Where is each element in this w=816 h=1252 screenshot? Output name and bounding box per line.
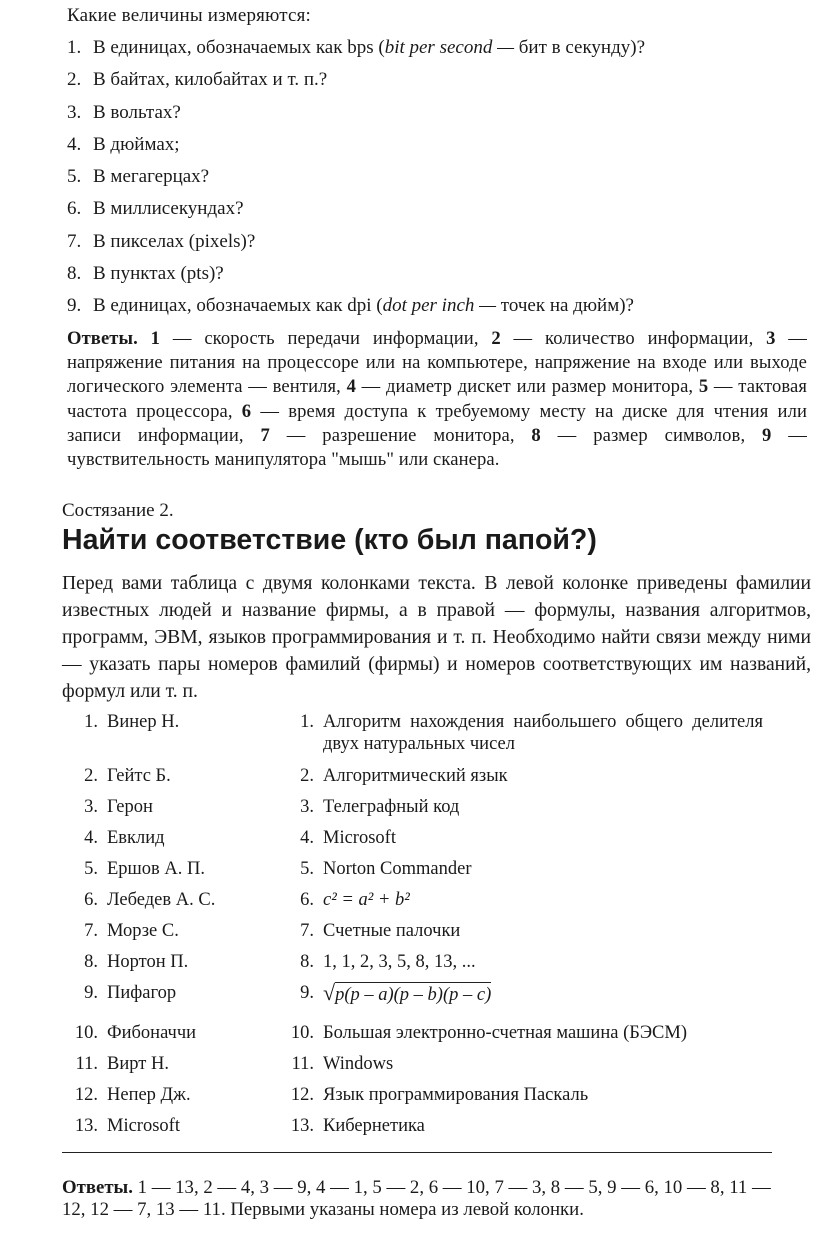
question-item — [67, 165, 811, 197]
question-text: В байтах, килобайтах и т. п.? — [93, 69, 328, 91]
left-number: 8. — [84, 952, 98, 973]
right-number: 8. — [300, 952, 314, 973]
left-name: Винер Н. — [107, 712, 180, 733]
question-text: В вольтах? — [93, 101, 181, 123]
question-item — [67, 133, 811, 165]
answer-key: 9 — [762, 424, 772, 446]
left-name: Microsoft — [107, 1116, 180, 1137]
right-number: 13. — [290, 1116, 314, 1137]
left-cell — [62, 1115, 287, 1146]
question-number: 4. — [67, 133, 82, 155]
right-number: 6. — [300, 890, 314, 911]
question-item — [67, 101, 811, 133]
right-number: 7. — [300, 921, 314, 942]
answer-value: — тактовая частота процессора, — [67, 376, 807, 422]
question-number: 5. — [67, 166, 82, 188]
contest-intro: Перед вами таблица с двумя колонками текста. В левой колонке приведены фамилии известных людей и название фирмы, а в правой — формулы, названия алгоритмов, программ, ЭВМ, языков программирования и т. п. Необходимо найти связи между ними — указать пары номеров фамилий (фирмы) и номеров соответствующих им названий, формул или т. п. — [62, 573, 811, 703]
question-number: 7. — [67, 230, 82, 252]
right-cell — [287, 1084, 772, 1115]
right-number: 9. — [300, 983, 314, 1004]
answers-label: Ответы. — [62, 1177, 133, 1199]
question-tail: бит в секунду)? — [518, 37, 645, 58]
question-text: В мегагерцах? — [93, 166, 210, 188]
question-text: В пунктах (pts)? — [93, 263, 224, 285]
left-number: 4. — [84, 828, 98, 849]
left-number: 9. — [84, 983, 98, 1004]
table-row — [62, 1053, 772, 1084]
left-cell — [62, 1053, 287, 1084]
right-cell — [287, 1115, 772, 1146]
left-cell — [62, 920, 287, 951]
answer-key: 8 — [531, 424, 541, 446]
left-number: 3. — [84, 797, 98, 818]
right-number: 3. — [300, 797, 314, 818]
answer-key: 2 — [491, 327, 501, 349]
left-name: Фибоначчи — [107, 1023, 197, 1044]
table-row — [62, 858, 772, 889]
quiz-answers — [67, 327, 807, 473]
left-cell — [62, 796, 287, 827]
left-name: Герон — [107, 797, 153, 818]
left-cell — [62, 1022, 287, 1053]
answer-value: — скорость передачи информации, — [160, 327, 492, 349]
left-cell — [62, 1084, 287, 1115]
quiz-question-list — [67, 36, 811, 327]
question-number: 8. — [67, 263, 82, 285]
left-cell — [62, 765, 287, 796]
table-row — [62, 1084, 772, 1115]
left-number: 5. — [84, 859, 98, 880]
left-name: Нортон П. — [107, 952, 189, 973]
right-text: Счетные палочки — [323, 921, 461, 942]
right-text: Телеграфный код — [323, 797, 460, 818]
question-number: 2. — [67, 69, 82, 91]
left-name: Гейтс Б. — [107, 766, 171, 787]
table-row — [62, 796, 772, 827]
quiz-title: Какие величины измеряются: — [67, 5, 312, 26]
left-number: 10. — [74, 1023, 98, 1044]
left-name: Непер Дж. — [107, 1085, 191, 1106]
divider — [62, 1152, 772, 1153]
right-text: c² = a² + b² — [323, 890, 410, 911]
question-text: В миллисекундах? — [93, 198, 244, 220]
right-number: 1. — [300, 712, 314, 733]
question-tail: точек на дюйм)? — [500, 295, 634, 317]
right-text: Norton Commander — [323, 859, 472, 880]
answer-value: — количество информации, — [500, 327, 767, 349]
answer-value: — чувствительность манипулятора "мышь" или сканера. — [67, 424, 807, 471]
left-number: 1. — [84, 712, 98, 733]
right-cell — [287, 889, 772, 920]
left-name: Лебедев А. С. — [107, 890, 216, 911]
contest-heading: Найти соответствие (кто был папой?) — [62, 524, 597, 557]
right-cell — [287, 796, 772, 827]
table-row — [62, 889, 772, 920]
table-row — [62, 920, 772, 951]
right-text: Язык программирования Паскаль — [323, 1085, 589, 1106]
right-number: 2. — [300, 766, 314, 787]
matching-table — [62, 711, 772, 1146]
answer-key: 1 — [150, 327, 161, 349]
right-text: Кибернетика — [323, 1116, 425, 1137]
question-item — [67, 262, 811, 294]
right-number: 5. — [300, 859, 314, 880]
sqrt-formula — [323, 982, 491, 1022]
right-cell — [287, 951, 772, 982]
answer-key: 3 — [766, 327, 776, 349]
question-number: 3. — [67, 101, 82, 123]
table-row — [62, 982, 772, 1022]
question-number: 6. — [67, 198, 82, 220]
right-cell — [287, 858, 772, 889]
question-text: В единицах, обозначаемых как bps ( — [93, 37, 385, 58]
contest-answers — [62, 1177, 782, 1221]
question-number: 9. — [67, 295, 82, 317]
answer-key: 5 — [698, 376, 709, 398]
table-row — [62, 827, 772, 858]
question-item — [67, 197, 811, 229]
right-text: Большая электронно-счетная машина (БЭСМ) — [323, 1023, 688, 1044]
right-cell — [287, 1053, 772, 1084]
table-row — [62, 951, 772, 982]
table-row — [62, 1115, 772, 1146]
left-name: Вирт Н. — [107, 1054, 169, 1075]
right-number: 4. — [300, 828, 314, 849]
left-name: Ершов А. П. — [107, 859, 206, 880]
answer-value: — напряжение питания на процессоре или на компьютере, напряжение на входе или выходе логического элемента — вентиля, — [67, 327, 807, 398]
left-cell — [62, 951, 287, 982]
left-number: 13. — [74, 1116, 98, 1137]
left-cell — [62, 858, 287, 889]
right-cell — [287, 920, 772, 951]
right-text: p(p – a)(p – b)(p – c) — [335, 982, 491, 1006]
right-cell — [287, 827, 772, 858]
table-row — [62, 711, 772, 765]
right-number: 11. — [291, 1054, 314, 1075]
left-cell — [62, 982, 287, 1022]
right-text: Алгоритм нахождения наибольшего общего делителя двух натуральных чисел — [323, 712, 763, 755]
left-number: 12. — [74, 1085, 98, 1106]
answer-value: — размер символов, — [540, 424, 763, 446]
left-name: Пифагор — [107, 983, 177, 1004]
answer-key: 7 — [260, 424, 270, 446]
left-cell — [62, 889, 287, 920]
answer-value: — разрешение монитора, — [269, 424, 532, 446]
right-number: 12. — [290, 1085, 314, 1106]
question-number: 1. — [67, 37, 82, 58]
left-cell — [62, 827, 287, 858]
table-row — [62, 765, 772, 796]
right-text: Microsoft — [323, 828, 396, 849]
question-text: В единицах, обозначаемых как dpi ( — [93, 295, 383, 317]
answers-text: 1 — 13, 2 — 4, 3 — 9, 4 — 1, 5 — 2, 6 — 10, 7 — 3, 8 — 5, 9 — 6, 10 — 8, 11 — 12, 12 — 7, 13 — 11. Первыми указаны номера из левой колонки. — [62, 1177, 771, 1221]
answer-key: 4 — [346, 376, 356, 398]
left-cell — [62, 711, 287, 765]
answer-key: 6 — [241, 400, 252, 422]
question-italic: bit per second — — [384, 37, 519, 58]
answer-value: — время доступа к требуемому месту на диске для чтения или записи информации, — [67, 400, 808, 446]
right-number: 10. — [290, 1023, 314, 1044]
contest-label: Состязание 2. — [62, 500, 174, 522]
right-cell — [287, 1022, 772, 1053]
question-item — [67, 68, 811, 100]
left-name: Морзе С. — [107, 921, 179, 942]
question-item — [67, 230, 811, 262]
table-row — [62, 1022, 772, 1053]
left-number: 6. — [84, 890, 98, 911]
right-cell — [287, 765, 772, 796]
question-item — [67, 36, 811, 68]
question-text: В пикселах (pixels)? — [93, 230, 256, 252]
radical-sign-icon: √ — [323, 980, 336, 1006]
right-cell — [287, 711, 772, 765]
left-number: 7. — [84, 921, 98, 942]
left-name: Евклид — [107, 828, 165, 849]
answer-value: — диаметр дискет или размер монитора, — [355, 376, 699, 398]
question-text: В дюймах; — [93, 133, 180, 155]
right-cell — [287, 982, 772, 1022]
right-text: Windows — [323, 1054, 394, 1075]
question-italic: dot per inch — — [382, 295, 501, 317]
answers-label: Ответы. — [67, 327, 138, 349]
left-number: 11. — [75, 1054, 98, 1075]
question-item — [67, 294, 811, 326]
right-text: 1, 1, 2, 3, 5, 8, 13, ... — [323, 952, 476, 973]
right-text: Алгоритмический язык — [323, 766, 508, 787]
left-number: 2. — [84, 766, 98, 787]
